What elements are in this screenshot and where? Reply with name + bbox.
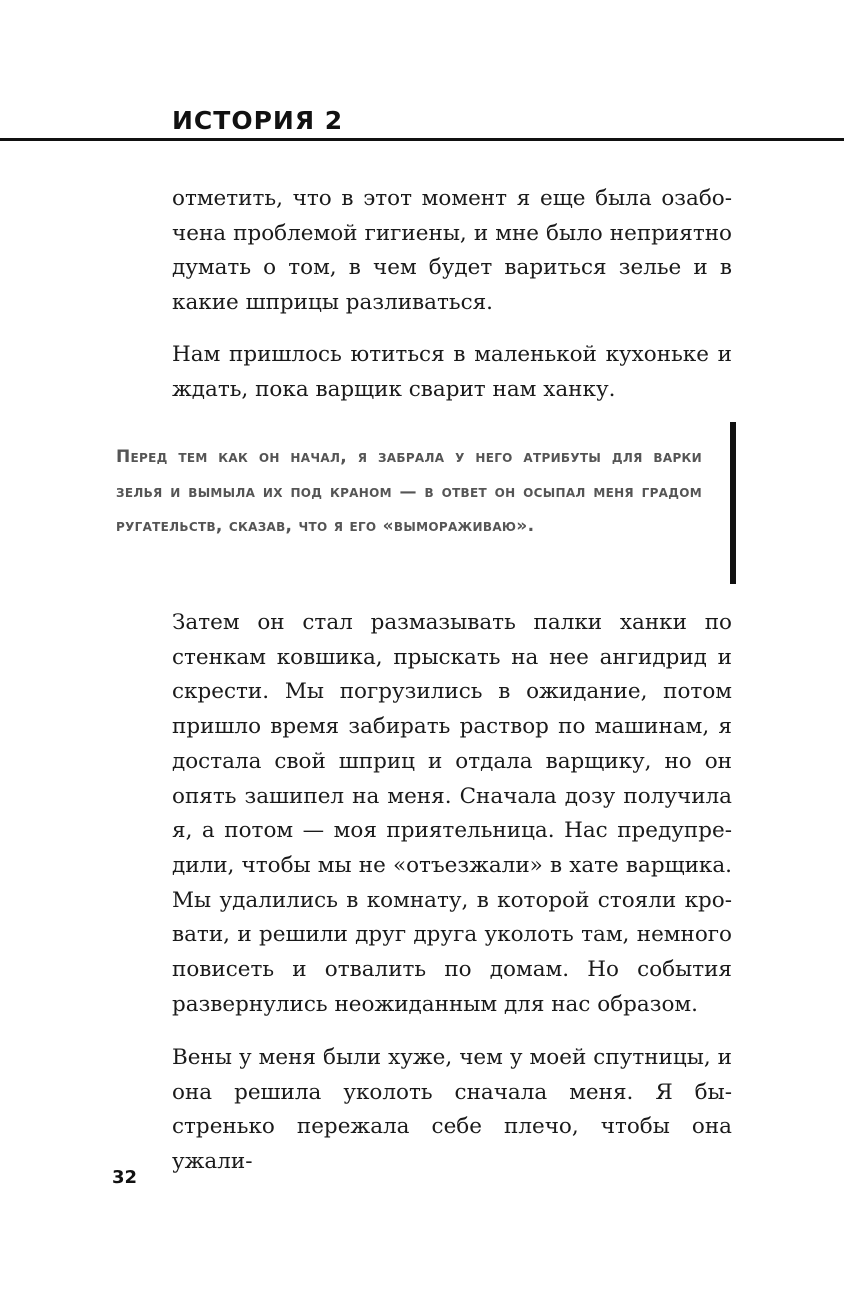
pull-quote-bar xyxy=(730,422,736,584)
header-rule xyxy=(0,138,844,141)
body-paragraph: Вены у меня были хуже, чем у моей спутницы, и она решила уколоть сначала меня. Я быстренько пережала себе плечо, чтобы она ужали- xyxy=(172,1045,732,1175)
body-paragraph: Нам пришлось ютиться в маленькой кухоньке и ждать, пока варщик сварит нам ханку. xyxy=(172,342,732,402)
body-paragraph: отметить, что в этот момент я еще была озабочена проблемой гигиены, и мне было неприятно думать о том, в чем будет вариться зелье и в какие шприцы разливаться. xyxy=(172,186,732,316)
pull-quote: Перед тем как он начал, я забрала у него атрибуты для варки зелья и вымыла их под краном — в ответ он осыпал меня градом ругательств, сказав, что я его «вымораживаю». xyxy=(116,447,702,536)
body-paragraph: Затем он стал размазывать палки ханки по стенкам ковшика, прыскать на нее ангидрид и скрести. Мы погрузились в ожидание, потом пришло время забирать раствор по машинам, я достала свой шприц и отдала варщику, но он опять зашипел на меня. Сначала дозу получила я, а потом — моя приятельница. Нас предупредили, чтобы мы не «отъезжали» в хате варщика. Мы удалились в комнату, в которой стояли кровати, и решили друг друга уколоть там, немного повисеть и отвалить по домам. Но события развернулись неожиданным для нас образом. xyxy=(172,610,732,1017)
page-number: 32 xyxy=(112,1167,138,1188)
running-head-title: ИСТОРИЯ 2 xyxy=(172,106,344,135)
